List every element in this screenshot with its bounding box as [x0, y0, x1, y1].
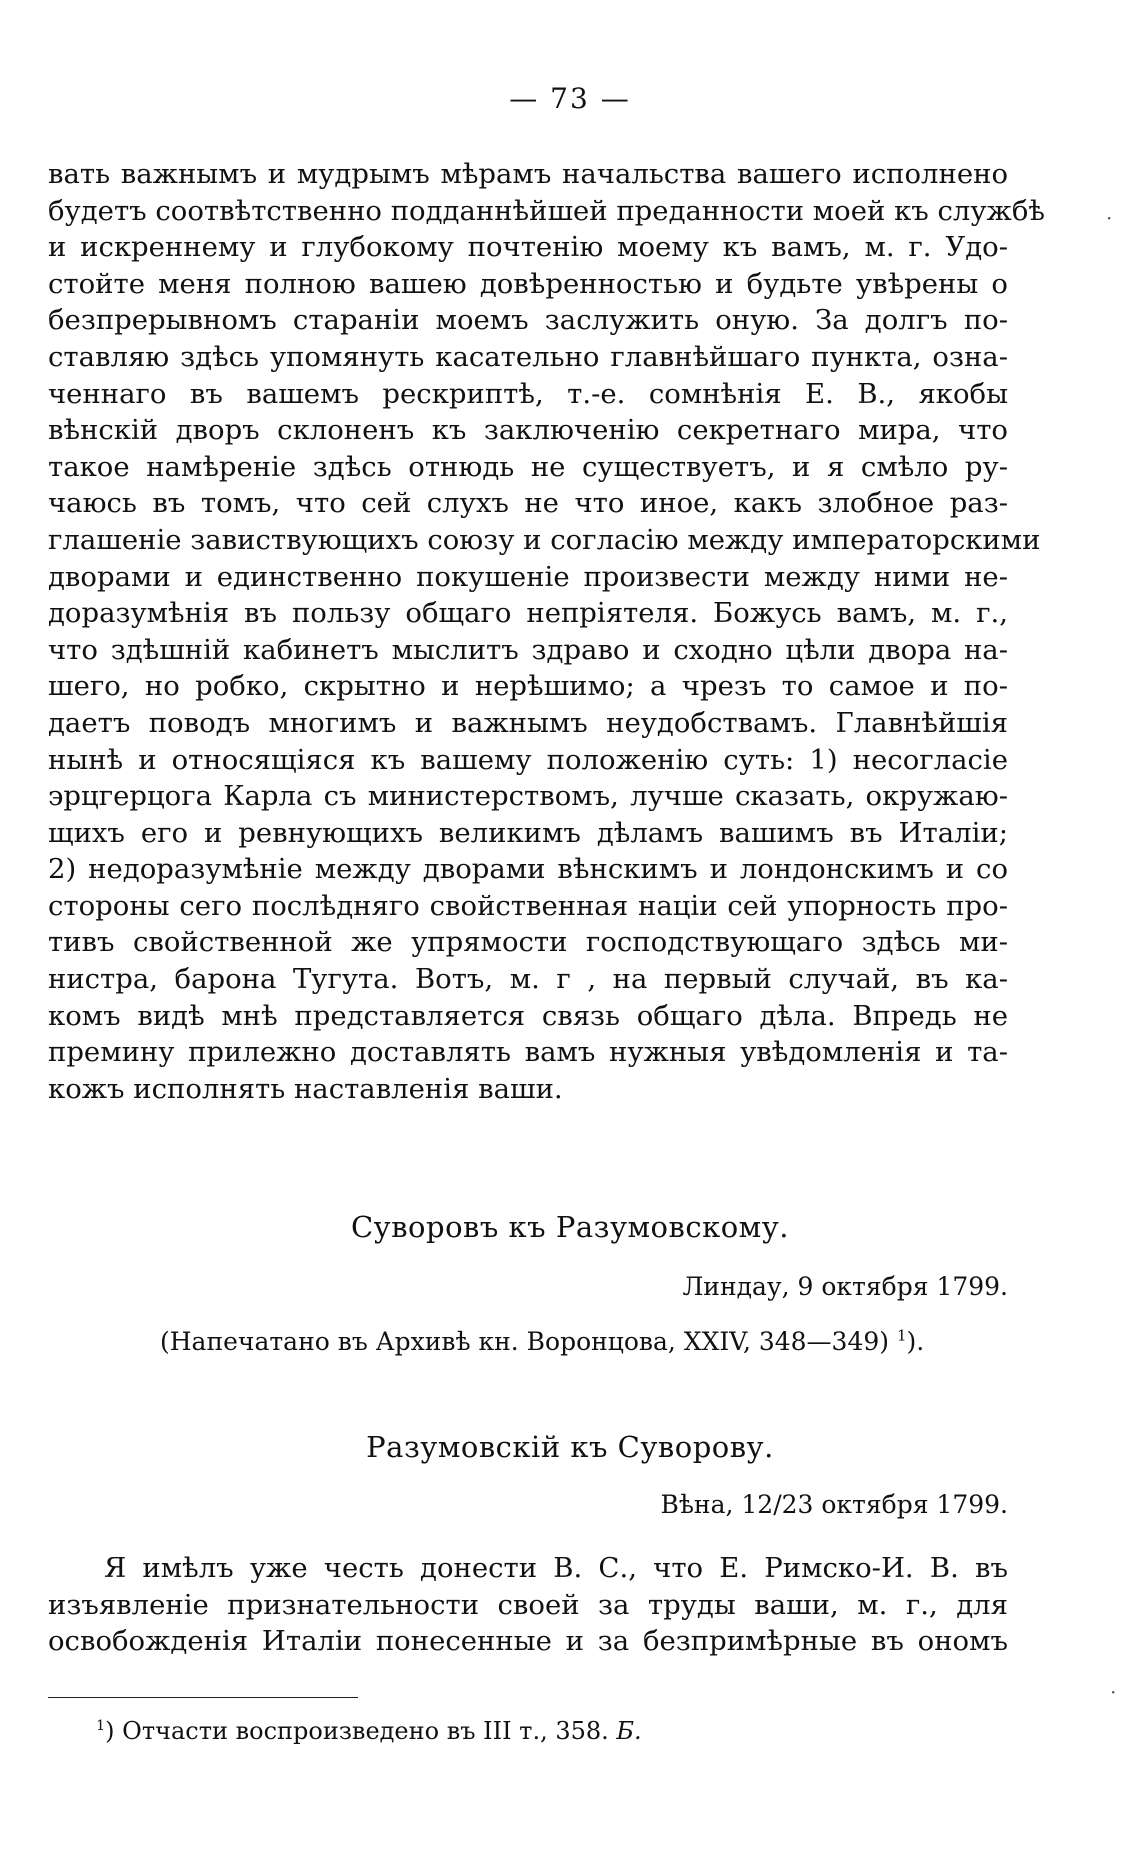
text-line: безпрерывномъ стараніи моемъ заслужить оную. За долгъ по-: [48, 304, 1008, 337]
text-line: глашеніе завиствующихъ союзу и согласію между императорскими: [48, 523, 1041, 556]
archive-note: [160, 1327, 924, 1356]
letter-heading-suvorov: Суворовъ къ Разумовскому.: [350, 1210, 790, 1244]
text-line: 2) недоразумѣніе между дворами вѣнскимъ и лондонскимъ и со: [48, 853, 1008, 886]
footnote-signature: Б.: [616, 1717, 642, 1745]
text-line: эрцгерцога Карла съ министерствомъ, лучше сказать, окружаю-: [48, 780, 1008, 813]
paragraph-letter-body: [48, 156, 1045, 1107]
paragraph-letter-start: [48, 1550, 1008, 1660]
text-line: чаюсь въ томъ, что сей слухъ не что иное, какъ злобное раз-: [48, 487, 1008, 520]
letter-heading-razumovsky: Разумовскій къ Суворову.: [366, 1430, 774, 1464]
page-number: — 73 —: [509, 82, 631, 115]
footnote-number-close: ): [105, 1717, 115, 1745]
dateline-lindau: Линдау, 9 октября 1799.: [682, 1272, 1008, 1301]
footnote-number: 1: [96, 1718, 106, 1734]
text-line: вать важнымъ и мудрымъ мѣрамъ начальства вашего исполнено: [48, 158, 1008, 190]
scan-speck: ·: [1110, 1680, 1117, 1704]
text-line: ставляю здѣсь упомянуть касательно главнѣйшаго пункта, озна-: [48, 340, 1008, 373]
footnote-text: Отчасти воспроизведено въ III т., 358.: [114, 1717, 617, 1745]
text-line: освобожденія Италіи понесенные и за безпримѣрные въ ономъ: [48, 1625, 1008, 1658]
text-line: даетъ поводъ многимъ и важнымъ неудобствамъ. Главнѣйшія: [48, 706, 1008, 739]
text-line: ченнаго въ вашемъ рескриптѣ, т.-е. сомнѣнія Е. В., якобы: [48, 377, 1008, 410]
text-line: кожъ исполнять наставленія ваши.: [48, 1072, 563, 1105]
text-line: и искреннему и глубокому почтенію моему къ вамъ, м. г. Удо-: [48, 231, 1008, 264]
text-line: будетъ соотвѣтственно подданнѣйшей преданности моей къ службѣ: [48, 194, 1045, 227]
text-line: Я имѣлъ уже честь донести В. С., что Е. Римско-И. В. въ: [104, 1552, 1008, 1584]
text-line: шего, но робко, скрытно и нерѣшимо; а чрезъ то самое и по-: [48, 670, 1008, 703]
text-line: изъявленіе признательности своей за труды ваши, м. г., для: [48, 1588, 1008, 1621]
archive-note-close: ).: [906, 1327, 925, 1356]
text-line: такое намѣреніе здѣсь отнюдь не существуетъ, и я смѣло ру-: [48, 450, 1008, 483]
text-line: щихъ его и ревнующихъ великимъ дѣламъ вашимъ въ Италіи;: [48, 816, 1008, 849]
text-line: нистра, барона Тугута. Вотъ, м. г , на первый случай, въ ка-: [48, 963, 1008, 996]
text-line: нынѣ и относящіяся къ вашему положенію суть: 1) несогласіе: [48, 743, 1008, 776]
text-line: доразумѣнія въ пользу общаго непріятеля. Божусь вамъ, м. г.,: [48, 597, 1008, 630]
text-line: тивъ свойственной же упрямости господствующаго здѣсь ми-: [48, 926, 1008, 959]
text-line: комъ видѣ мнѣ представляется связь общаго дѣла. Впредь не: [48, 999, 1008, 1032]
text-line: дворами и единственно покушеніе произвести между ними не-: [48, 560, 1008, 593]
text-line: стойте меня полною вашею довѣренностью и будьте увѣрены о: [48, 267, 1008, 300]
archive-note-text: (Напечатано въ Архивѣ кн. Воронцова, XXIV, 348—349): [160, 1327, 890, 1356]
footnote-ref: 1: [896, 1326, 907, 1345]
text-line: что здѣшній кабинетъ мыслитъ здраво и сходно цѣли двора на-: [48, 633, 1008, 666]
text-line: вѣнскій дворъ склоненъ къ заключенію секретнаго мира, что: [48, 414, 1008, 447]
scan-speck: ·: [1106, 206, 1113, 230]
text-line: премину прилежно доставлять вамъ нужныя увѣдомленія и та-: [48, 1036, 1008, 1069]
text-line: стороны сего послѣдняго свойственная націи сей упорность про-: [48, 889, 1008, 922]
footnote-divider: [48, 1697, 358, 1698]
dateline-vienna: Вѣна, 12/23 октября 1799.: [660, 1490, 1008, 1519]
footnote: [96, 1717, 642, 1745]
